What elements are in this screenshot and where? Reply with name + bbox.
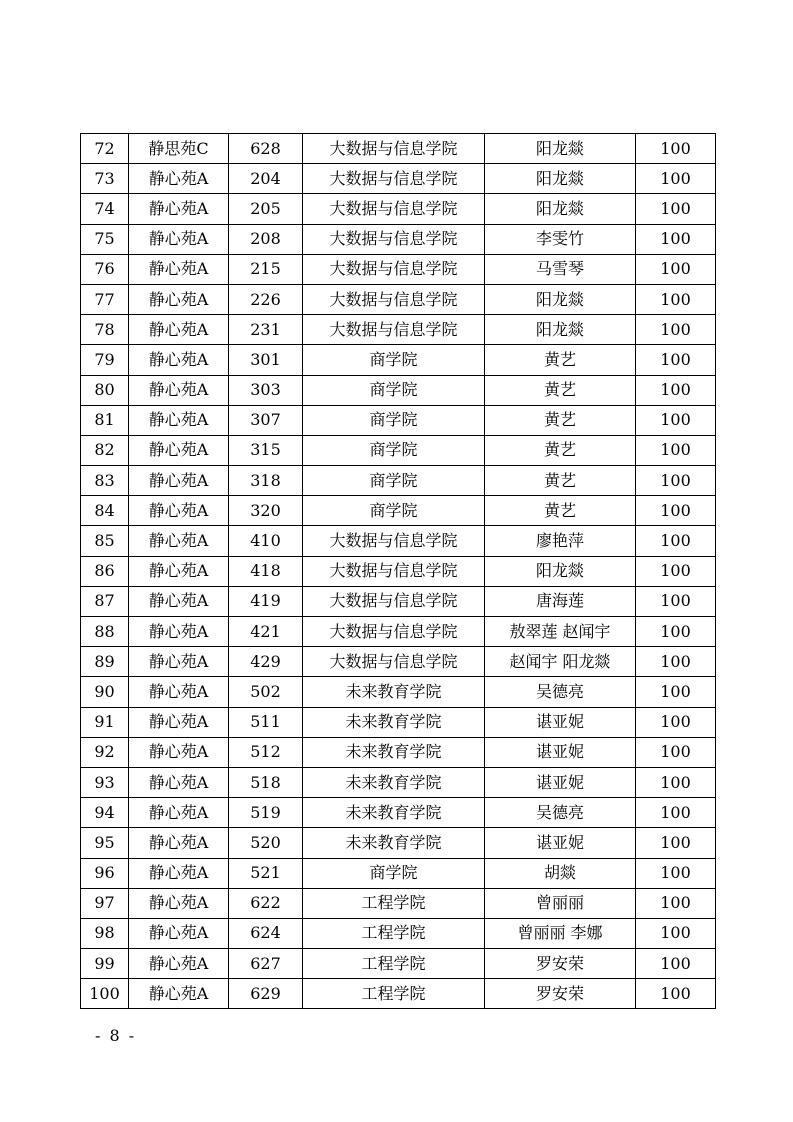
college-cell: 商学院	[303, 858, 485, 888]
score-cell: 100	[636, 949, 716, 979]
table-row	[81, 828, 716, 858]
responsible-person-cell: 黄艺	[485, 496, 636, 526]
row-number-cell: 89	[81, 647, 129, 677]
building-cell: 静心苑A	[129, 828, 229, 858]
building-cell: 静心苑A	[129, 375, 229, 405]
building-cell: 静心苑A	[129, 677, 229, 707]
responsible-person-cell: 谌亚妮	[485, 767, 636, 797]
table-row	[81, 526, 716, 556]
score-cell: 100	[636, 375, 716, 405]
building-cell: 静心苑A	[129, 496, 229, 526]
row-number-cell: 93	[81, 767, 129, 797]
room-number-cell: 627	[229, 949, 303, 979]
college-cell: 商学院	[303, 345, 485, 375]
row-number-cell: 72	[81, 134, 129, 164]
score-cell: 100	[636, 284, 716, 314]
building-cell: 静心苑A	[129, 798, 229, 828]
table-row	[81, 224, 716, 254]
room-number-cell: 502	[229, 677, 303, 707]
college-cell: 商学院	[303, 466, 485, 496]
table-row	[81, 466, 716, 496]
table-row	[81, 254, 716, 284]
room-number-cell: 511	[229, 707, 303, 737]
room-number-cell: 512	[229, 737, 303, 767]
responsible-person-cell: 阳龙燚	[485, 556, 636, 586]
room-number-cell: 320	[229, 496, 303, 526]
score-cell: 100	[636, 526, 716, 556]
responsible-person-cell: 廖艳萍	[485, 526, 636, 556]
row-number-cell: 91	[81, 707, 129, 737]
building-cell: 静心苑A	[129, 164, 229, 194]
row-number-cell: 94	[81, 798, 129, 828]
responsible-person-cell: 阳龙燚	[485, 134, 636, 164]
table-row	[81, 737, 716, 767]
row-number-cell: 98	[81, 918, 129, 948]
building-cell: 静心苑A	[129, 858, 229, 888]
building-cell: 静心苑A	[129, 435, 229, 465]
table-row	[81, 888, 716, 918]
room-number-cell: 520	[229, 828, 303, 858]
responsible-person-cell: 罗安荣	[485, 949, 636, 979]
room-number-cell: 521	[229, 858, 303, 888]
college-cell: 未来教育学院	[303, 677, 485, 707]
responsible-person-cell: 谌亚妮	[485, 737, 636, 767]
room-number-cell: 419	[229, 586, 303, 616]
responsible-person-cell: 李雯竹	[485, 224, 636, 254]
row-number-cell: 83	[81, 466, 129, 496]
score-cell: 100	[636, 737, 716, 767]
building-cell: 静心苑A	[129, 737, 229, 767]
table-row	[81, 345, 716, 375]
room-number-cell: 208	[229, 224, 303, 254]
score-cell: 100	[636, 496, 716, 526]
college-cell: 大数据与信息学院	[303, 254, 485, 284]
score-cell: 100	[636, 556, 716, 586]
college-cell: 大数据与信息学院	[303, 224, 485, 254]
row-number-cell: 76	[81, 254, 129, 284]
college-cell: 大数据与信息学院	[303, 647, 485, 677]
row-number-cell: 86	[81, 556, 129, 586]
college-cell: 大数据与信息学院	[303, 134, 485, 164]
row-number-cell: 88	[81, 617, 129, 647]
row-number-cell: 82	[81, 435, 129, 465]
room-number-cell: 204	[229, 164, 303, 194]
dorm-inspection-table	[80, 133, 716, 1009]
room-number-cell: 429	[229, 647, 303, 677]
room-number-cell: 624	[229, 918, 303, 948]
responsible-person-cell: 马雪琴	[485, 254, 636, 284]
building-cell: 静心苑A	[129, 194, 229, 224]
college-cell: 商学院	[303, 496, 485, 526]
score-cell: 100	[636, 435, 716, 465]
score-cell: 100	[636, 466, 716, 496]
table-row	[81, 918, 716, 948]
row-number-cell: 84	[81, 496, 129, 526]
college-cell: 大数据与信息学院	[303, 526, 485, 556]
row-number-cell: 92	[81, 737, 129, 767]
room-number-cell: 307	[229, 405, 303, 435]
page-number: - 8 -	[95, 1026, 137, 1045]
table-row	[81, 617, 716, 647]
college-cell: 商学院	[303, 435, 485, 465]
table-row	[81, 949, 716, 979]
responsible-person-cell: 阳龙燚	[485, 194, 636, 224]
room-number-cell: 226	[229, 284, 303, 314]
score-cell: 100	[636, 315, 716, 345]
row-number-cell: 87	[81, 586, 129, 616]
score-cell: 100	[636, 979, 716, 1009]
room-number-cell: 629	[229, 979, 303, 1009]
building-cell: 静心苑A	[129, 647, 229, 677]
college-cell: 工程学院	[303, 979, 485, 1009]
responsible-person-cell: 黄艺	[485, 375, 636, 405]
score-cell: 100	[636, 677, 716, 707]
score-cell: 100	[636, 345, 716, 375]
score-cell: 100	[636, 617, 716, 647]
responsible-person-cell: 阳龙燚	[485, 315, 636, 345]
row-number-cell: 95	[81, 828, 129, 858]
responsible-person-cell: 黄艺	[485, 405, 636, 435]
room-number-cell: 301	[229, 345, 303, 375]
score-cell: 100	[636, 828, 716, 858]
row-number-cell: 77	[81, 284, 129, 314]
responsible-person-cell: 曾丽丽 李娜	[485, 918, 636, 948]
row-number-cell: 96	[81, 858, 129, 888]
table-row	[81, 979, 716, 1009]
score-cell: 100	[636, 164, 716, 194]
score-cell: 100	[636, 194, 716, 224]
room-number-cell: 215	[229, 254, 303, 284]
table-row	[81, 647, 716, 677]
table-row	[81, 284, 716, 314]
responsible-person-cell: 阳龙燚	[485, 284, 636, 314]
room-number-cell: 628	[229, 134, 303, 164]
responsible-person-cell: 黄艺	[485, 435, 636, 465]
college-cell: 未来教育学院	[303, 798, 485, 828]
room-number-cell: 410	[229, 526, 303, 556]
building-cell: 静思苑C	[129, 134, 229, 164]
room-number-cell: 231	[229, 315, 303, 345]
score-cell: 100	[636, 888, 716, 918]
room-number-cell: 421	[229, 617, 303, 647]
score-cell: 100	[636, 767, 716, 797]
building-cell: 静心苑A	[129, 405, 229, 435]
responsible-person-cell: 谌亚妮	[485, 707, 636, 737]
score-cell: 100	[636, 586, 716, 616]
college-cell: 工程学院	[303, 918, 485, 948]
table-row	[81, 767, 716, 797]
responsible-person-cell: 阳龙燚	[485, 164, 636, 194]
room-number-cell: 622	[229, 888, 303, 918]
responsible-person-cell: 曾丽丽	[485, 888, 636, 918]
building-cell: 静心苑A	[129, 556, 229, 586]
building-cell: 静心苑A	[129, 949, 229, 979]
score-cell: 100	[636, 647, 716, 677]
building-cell: 静心苑A	[129, 315, 229, 345]
building-cell: 静心苑A	[129, 979, 229, 1009]
table-row	[81, 315, 716, 345]
building-cell: 静心苑A	[129, 526, 229, 556]
college-cell: 大数据与信息学院	[303, 194, 485, 224]
building-cell: 静心苑A	[129, 254, 229, 284]
college-cell: 大数据与信息学院	[303, 284, 485, 314]
room-number-cell: 418	[229, 556, 303, 586]
building-cell: 静心苑A	[129, 767, 229, 797]
score-cell: 100	[636, 134, 716, 164]
building-cell: 静心苑A	[129, 617, 229, 647]
college-cell: 未来教育学院	[303, 737, 485, 767]
college-cell: 商学院	[303, 375, 485, 405]
table-row	[81, 586, 716, 616]
college-cell: 商学院	[303, 405, 485, 435]
table-row	[81, 798, 716, 828]
responsible-person-cell: 敖翠莲 赵闻宇	[485, 617, 636, 647]
row-number-cell: 81	[81, 405, 129, 435]
college-cell: 大数据与信息学院	[303, 315, 485, 345]
college-cell: 未来教育学院	[303, 767, 485, 797]
responsible-person-cell: 赵闻宇 阳龙燚	[485, 647, 636, 677]
row-number-cell: 90	[81, 677, 129, 707]
building-cell: 静心苑A	[129, 284, 229, 314]
score-cell: 100	[636, 405, 716, 435]
building-cell: 静心苑A	[129, 888, 229, 918]
college-cell: 未来教育学院	[303, 828, 485, 858]
score-cell: 100	[636, 707, 716, 737]
score-cell: 100	[636, 224, 716, 254]
building-cell: 静心苑A	[129, 224, 229, 254]
table-row	[81, 164, 716, 194]
score-cell: 100	[636, 254, 716, 284]
room-number-cell: 315	[229, 435, 303, 465]
responsible-person-cell: 谌亚妮	[485, 828, 636, 858]
row-number-cell: 80	[81, 375, 129, 405]
room-number-cell: 303	[229, 375, 303, 405]
college-cell: 工程学院	[303, 888, 485, 918]
college-cell: 大数据与信息学院	[303, 556, 485, 586]
table-row	[81, 556, 716, 586]
row-number-cell: 75	[81, 224, 129, 254]
responsible-person-cell: 黄艺	[485, 345, 636, 375]
table-row	[81, 707, 716, 737]
row-number-cell: 74	[81, 194, 129, 224]
college-cell: 大数据与信息学院	[303, 164, 485, 194]
building-cell: 静心苑A	[129, 345, 229, 375]
responsible-person-cell: 吴德亮	[485, 798, 636, 828]
college-cell: 大数据与信息学院	[303, 617, 485, 647]
building-cell: 静心苑A	[129, 586, 229, 616]
responsible-person-cell: 吴德亮	[485, 677, 636, 707]
responsible-person-cell: 唐海莲	[485, 586, 636, 616]
row-number-cell: 78	[81, 315, 129, 345]
row-number-cell: 79	[81, 345, 129, 375]
room-number-cell: 318	[229, 466, 303, 496]
table-row	[81, 677, 716, 707]
row-number-cell: 100	[81, 979, 129, 1009]
table-body	[81, 134, 716, 1009]
responsible-person-cell: 胡燚	[485, 858, 636, 888]
college-cell: 大数据与信息学院	[303, 586, 485, 616]
room-number-cell: 519	[229, 798, 303, 828]
table-row	[81, 194, 716, 224]
room-number-cell: 205	[229, 194, 303, 224]
table-row	[81, 375, 716, 405]
table-row	[81, 134, 716, 164]
college-cell: 未来教育学院	[303, 707, 485, 737]
score-cell: 100	[636, 918, 716, 948]
score-cell: 100	[636, 798, 716, 828]
table-row	[81, 405, 716, 435]
room-number-cell: 518	[229, 767, 303, 797]
building-cell: 静心苑A	[129, 466, 229, 496]
table-row	[81, 858, 716, 888]
college-cell: 工程学院	[303, 949, 485, 979]
row-number-cell: 97	[81, 888, 129, 918]
responsible-person-cell: 黄艺	[485, 466, 636, 496]
table-row	[81, 435, 716, 465]
score-cell: 100	[636, 858, 716, 888]
row-number-cell: 99	[81, 949, 129, 979]
row-number-cell: 85	[81, 526, 129, 556]
building-cell: 静心苑A	[129, 707, 229, 737]
responsible-person-cell: 罗安荣	[485, 979, 636, 1009]
building-cell: 静心苑A	[129, 918, 229, 948]
table-row	[81, 496, 716, 526]
row-number-cell: 73	[81, 164, 129, 194]
